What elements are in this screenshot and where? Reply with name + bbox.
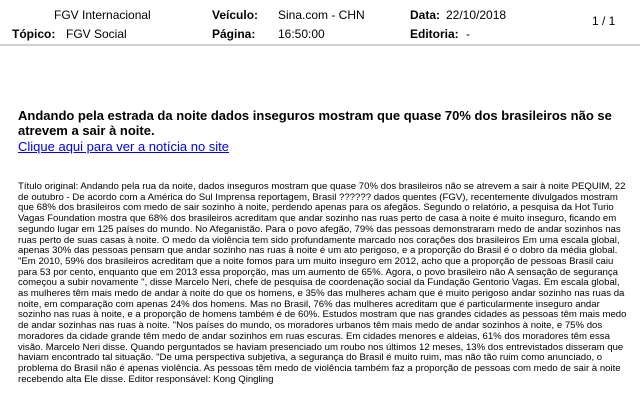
editoria-label: Editoria:: [410, 27, 459, 41]
article-paragraph: "Em 2010, 59% dos brasileiros acreditam que a noite fomos para um muito inseguro em 2012, acho que a proporção de pessoas Brasil caiu para 53 por cento, enquanto que em 2013 essa proporção, mas um aumento de 65%. Agora, o povo brasileiro não A sensação de segurança começou a subir novamente ", disse Marcelo Neri, chefe de pesquisa de coordenação social da Fundação Gentorio Vagas. Em escala global, as mulheres têm mais medo de andar à noite do que os homens, e 35% das mulheres acham que é muito perigoso andar sozinho nas ruas da noite, em comparação com apenas 24% dos homens. Mas no Brasil, 76% das mulheres acreditam que é particularmente inseguro andar sozinho nas ruas à noite, e a proporção de homens também é de 60%. Estudos mostram que nas grandes cidades as pessoas têm mais medo de andar sozinhas nas ruas à noite. "Nos países do mundo, os moradores urbanos têm mais medo de andar sozinhos à noite, e 75% dos moradores da cidade grande têm medo de andar sozinhos em ruas escuras. Em cidades menores e aldeias, 61% dos moradores têm essa visão. Marcelo Neri disse. Quando perguntados se haviam presenciado um roubo nos últimos 12 meses, 13% dos entrevistados disseram que haviam encontrado tal situação. "De uma perspectiva subjetiva, a segurança do Brasil é muito ruim, mas não tão ruim como anunciado, o problema do Brasil não é apenas violência. As pessoas têm medo de violência também faz a proporção de pessoas com medo de sair à noite recebendo alta Ele disse. Editor responsável: Kong Qingling: [18, 255, 627, 385]
date-label: Data:: [410, 8, 441, 22]
topic-label: Tópico:: [12, 27, 56, 41]
article-headline: Andando pela estrada da noite dados inseguros mostram que quase 70% dos brasileiros não se atrevem a sair à noite.: [18, 108, 612, 138]
view-article-link[interactable]: Clique aqui para ver a notícia no site: [18, 139, 230, 154]
page-count: 1 / 1: [592, 14, 616, 28]
header-divider: [0, 44, 640, 46]
vehicle-value: Sina.com - CHN: [278, 8, 365, 22]
article-paragraph: Título original: Andando pela rua da noite, dados inseguros mostram que quase 70% dos brasileiros não se atrevem a sair à noite PEQUIM, 22 de outubro - De acordo com a América do Sul Imprensa reportagem, Brasil ?????? dados quentes (FGV), recentemente divulgados mostram que 68% dos brasileiros com medo de sair sozinho à noite, perdendo apenas para os afegãos. Segundo o relatório, a pesquisa da Hot Turio Vagas Foundation mostra que 68% dos brasileiros acreditam que andar sozinho nas ruas perto de casa à noite é muito inseguro, ficando em segundo lugar em 125 países do mundo. No Afeganistão. Para o povo afegão, 79% das pessoas demonstraram medo de andar sozinhos nas ruas perto de suas casas à noite. O medo da violência tem sido profundamente marcado nos corações dos brasileiros Em uma escala global, apenas 30% das pessoas pensam que andar sozinho nas ruas à noite é um ato perigoso, e a proporção do Brasil é o dobro da média global.: [18, 181, 626, 257]
topic-value: FGV Social: [66, 27, 127, 41]
date-value: 22/10/2018: [446, 8, 507, 22]
page-value: 16:50:00: [278, 27, 325, 41]
source-name: FGV Internacional: [54, 8, 151, 22]
document-header: [0, 0, 640, 44]
article-body: [18, 182, 627, 385]
vehicle-label: Veículo:: [212, 8, 259, 22]
page-label: Página:: [212, 27, 256, 41]
editoria-value: -: [466, 27, 470, 41]
